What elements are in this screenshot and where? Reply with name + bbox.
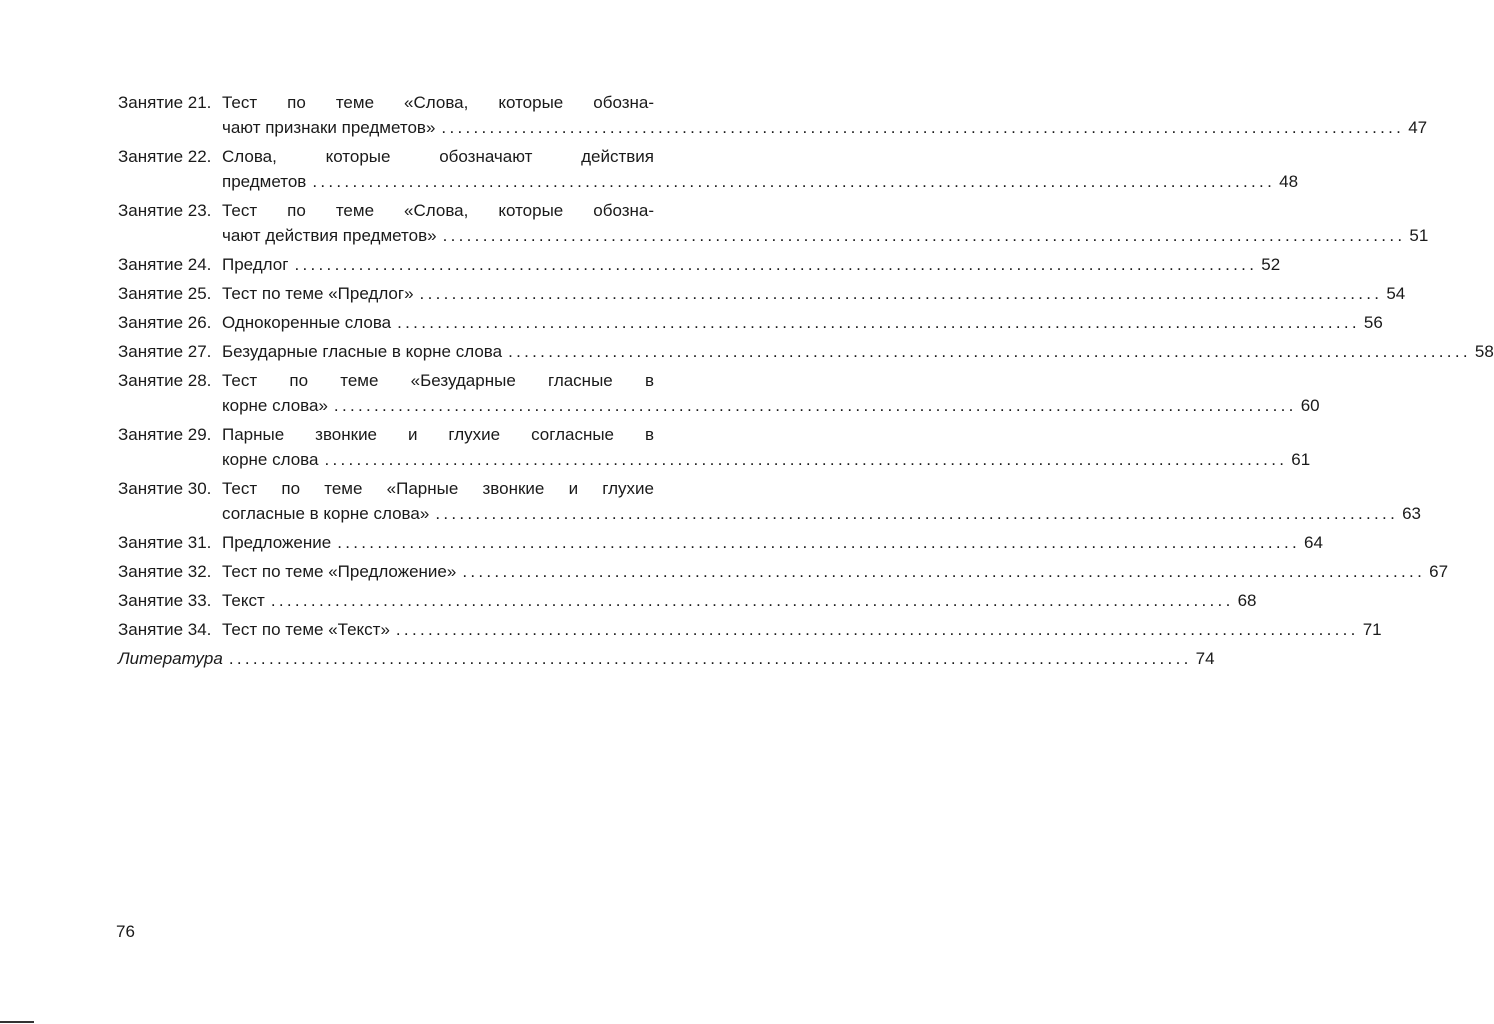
dot-leader: ........................................................................................................................ — [294, 255, 1258, 274]
toc-entry-title-end: Однокоренные слова — [222, 313, 392, 332]
dot-leader: ........................................................................................................................ — [435, 504, 1399, 523]
dot-leader: ........................................................................................................................ — [270, 591, 1234, 610]
toc-entry — [118, 144, 1299, 194]
toc-entry-title-line: Тест по теме «Безударные гласные в — [222, 371, 654, 390]
toc-entry-body — [222, 144, 1299, 194]
dot-leader: ........................................................................................................................ — [228, 649, 1192, 668]
toc-entry-body — [222, 339, 1494, 364]
dot-leader: ........................................................................................................................ — [324, 450, 1288, 469]
toc-entry — [118, 559, 1449, 584]
toc-entry-title-line: Тест по теме «Парные звонкие и глухие — [222, 479, 654, 498]
toc-entry — [118, 281, 1406, 306]
lesson-number: Занятие 32. — [118, 562, 212, 581]
lesson-number: Занятие 25. — [118, 284, 212, 303]
table-of-contents — [118, 90, 1494, 675]
dot-leader: ........................................................................................................................ — [442, 226, 1406, 245]
dot-leader: ........................................................................................................................ — [441, 118, 1405, 137]
toc-entry-last-line — [222, 223, 1429, 248]
toc-page-number: 56 — [1363, 313, 1383, 332]
toc-entry-body — [118, 646, 1215, 671]
lesson-number: Занятие 21. — [118, 93, 212, 112]
toc-entry — [118, 588, 1257, 613]
dot-leader: ........................................................................................................................ — [508, 342, 1471, 361]
toc-entry — [118, 422, 1311, 472]
toc-entry-body — [222, 588, 1257, 613]
toc-entry — [118, 339, 1494, 364]
toc-entry-title-line: Парные звонкие и глухие согласные в — [222, 425, 654, 444]
toc-entry-title-line: Тест по теме «Слова, которые обозна- — [222, 93, 654, 112]
toc-entry-title-end: предметов — [222, 172, 307, 191]
toc-entry — [118, 530, 1323, 555]
toc-entry-last-line — [222, 447, 1311, 472]
toc-page-number: 51 — [1409, 226, 1429, 245]
toc-entry-title-end: Тест по теме «Текст» — [222, 620, 390, 639]
toc-entry-title-end: Безударные гласные в корне слова — [222, 342, 503, 361]
toc-entry-last-line — [118, 646, 1215, 671]
toc-entry-body — [222, 281, 1406, 306]
toc-entry-title-line: Тест по теме «Слова, которые обозна- — [222, 201, 654, 220]
page-number: 76 — [116, 922, 135, 941]
toc-entry-literature — [118, 646, 1215, 671]
dot-leader: ........................................................................................................................ — [312, 172, 1276, 191]
toc-entry-title-end: чают действия предметов» — [222, 226, 437, 245]
toc-entry — [118, 368, 1320, 418]
toc-entry-last-line — [222, 169, 1299, 194]
toc-entry-title-end: корне слова» — [222, 396, 328, 415]
toc-page-number: 63 — [1402, 504, 1422, 523]
toc-entry-body — [222, 198, 1429, 248]
toc-entry-body — [222, 252, 1281, 277]
toc-page-number: 61 — [1291, 450, 1311, 469]
toc-entry-body — [222, 90, 1428, 140]
toc-entry — [118, 617, 1382, 642]
lesson-number: Занятие 28. — [118, 371, 212, 390]
lesson-number: Занятие 34. — [118, 620, 212, 639]
toc-entry-title-end: согласные в корне слова» — [222, 504, 430, 523]
toc-entry-title-end: Предложение — [222, 533, 332, 552]
toc-entry-last-line — [222, 252, 1281, 277]
toc-entry-last-line — [222, 281, 1406, 306]
dot-leader: ........................................................................................................................ — [395, 620, 1359, 639]
toc-entry-body — [222, 617, 1382, 642]
toc-entry-last-line — [222, 617, 1382, 642]
dot-leader: ........................................................................................................................ — [337, 533, 1300, 552]
toc-page-number: 64 — [1304, 533, 1323, 552]
toc-entry-title-end: Тест по теме «Предложение» — [222, 562, 457, 581]
toc-page-number: 67 — [1429, 562, 1449, 581]
toc-entry-last-line — [222, 588, 1257, 613]
toc-page-number: 74 — [1195, 649, 1215, 668]
toc-entry-last-line — [222, 339, 1494, 364]
lesson-number: Занятие 26. — [118, 313, 212, 332]
dot-leader: ........................................................................................................................ — [419, 284, 1383, 303]
toc-entry — [118, 310, 1383, 335]
lesson-number: Занятие 24. — [118, 255, 212, 274]
toc-entry-title-end: чают признаки предметов» — [222, 118, 436, 137]
toc-page-number: 58 — [1474, 342, 1494, 361]
dot-leader: ........................................................................................................................ — [397, 313, 1360, 332]
lesson-number: Занятие 22. — [118, 147, 212, 166]
toc-page-number: 68 — [1237, 591, 1257, 610]
toc-entry — [118, 476, 1422, 526]
toc-page-number: 54 — [1386, 284, 1406, 303]
toc-entry-last-line — [222, 501, 1422, 526]
toc-page-number: 47 — [1408, 118, 1428, 137]
lesson-number: Занятие 29. — [118, 425, 212, 444]
crop-mark — [0, 1021, 34, 1023]
lesson-number: Занятие 31. — [118, 533, 212, 552]
toc-entry-last-line — [222, 530, 1323, 555]
toc-entry-body — [222, 368, 1320, 418]
toc-entry-last-line — [222, 393, 1320, 418]
lesson-number: Занятие 30. — [118, 479, 212, 498]
toc-entry-body — [222, 559, 1449, 584]
lesson-number: Занятие 27. — [118, 342, 212, 361]
literature-label: Литература — [118, 649, 223, 668]
dot-leader: ........................................................................................................................ — [462, 562, 1426, 581]
toc-entry-title-end: Предлог — [222, 255, 289, 274]
toc-page-number: 60 — [1300, 396, 1320, 415]
toc-page-number: 48 — [1279, 172, 1299, 191]
toc-entry-title-end: Тест по теме «Предлог» — [222, 284, 414, 303]
dot-leader: ........................................................................................................................ — [333, 396, 1297, 415]
toc-page-number: 52 — [1261, 255, 1281, 274]
toc-entry — [118, 198, 1429, 248]
toc-entry-title-end: Текст — [222, 591, 265, 610]
toc-entry-body — [222, 530, 1323, 555]
toc-entry-title-end: корне слова — [222, 450, 319, 469]
toc-entry-body — [222, 476, 1422, 526]
toc-entry — [118, 90, 1428, 140]
lesson-number: Занятие 23. — [118, 201, 212, 220]
toc-entry-last-line — [222, 559, 1449, 584]
toc-entry-last-line — [222, 310, 1383, 335]
toc-page-number: 71 — [1362, 620, 1382, 639]
toc-entry-title-line: Слова, которые обозначают действия — [222, 147, 654, 166]
toc-entry-body — [222, 310, 1383, 335]
toc-entry — [118, 252, 1281, 277]
lesson-number: Занятие 33. — [118, 591, 212, 610]
toc-entry-last-line — [222, 115, 1428, 140]
toc-entry-body — [222, 422, 1311, 472]
